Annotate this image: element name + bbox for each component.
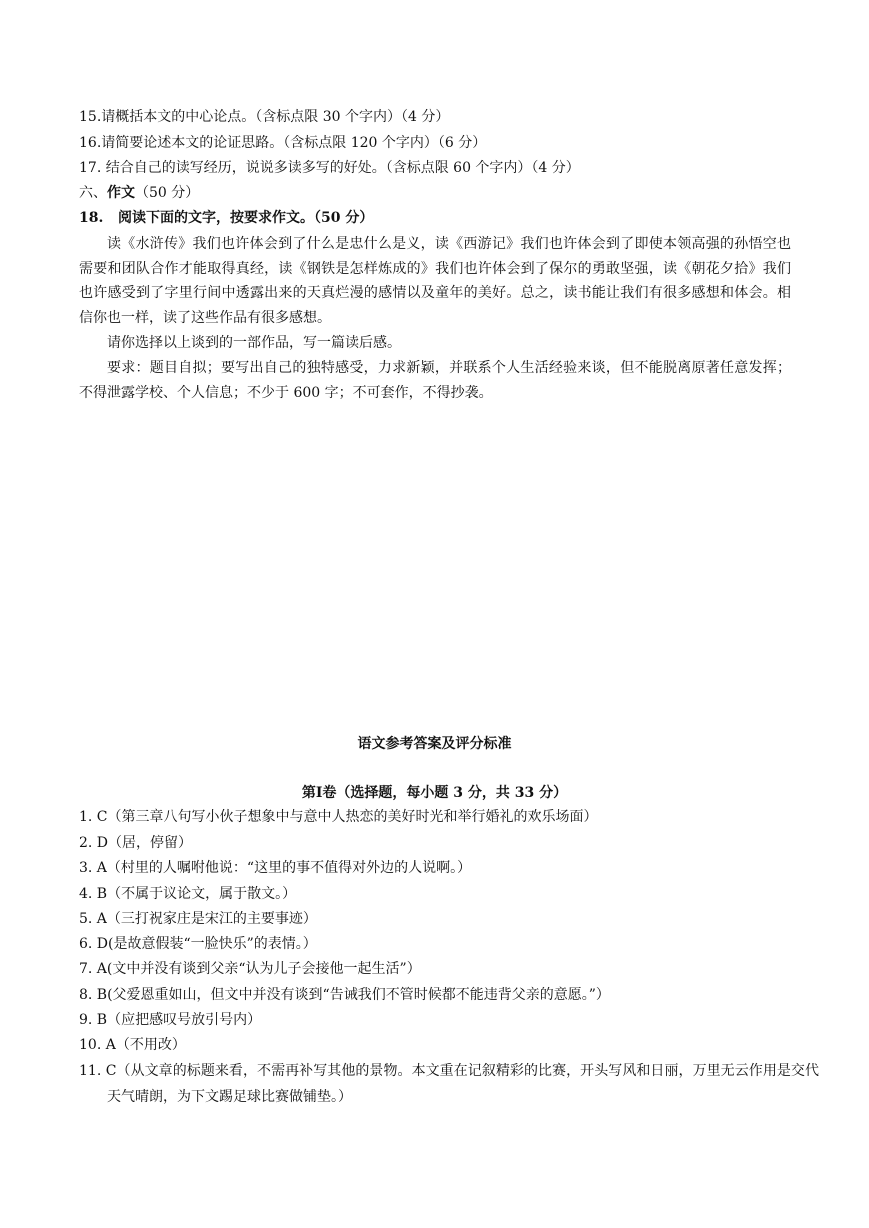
question-16: 16.请简要论述本文的论证思路。（含标点限 120 个字内）（6 分） (79, 135, 487, 151)
answer-item-3: 3. A（村里的人嘱咐他说：“这里的事不值得对外边的人说啊。） (79, 860, 472, 876)
answer-item-2: 2. D（居，停留） (79, 835, 193, 851)
section-6-score: （50 分） (135, 185, 200, 201)
question-17: 17. 结合自己的读写经历，说说多读多写的好处。（含标点限 60 个字内）（4 分） (79, 160, 580, 176)
question-18-number: 18. (79, 210, 104, 226)
answer-item-5: 5. A（三打祝家庄是宋江的主要事迹） (79, 911, 317, 927)
section-6-label: 作文 (107, 185, 135, 201)
question-18-requirements: 要求：题目自拟；要写出自己的独特感受，力求新颖，并联系个人生活经验来谈，但不能脱离原著任意发挥；不得泄露学校、个人信息；不少于 600 字；不可套作，不得抄袭。 (79, 360, 791, 401)
answer-item-11: 11. C（从文章的标题来看，不需再补写其他的景物。本文重在记叙精彩的比赛，开头写风和日丽，万里无云作用是交代天气晴朗，为下文踢足球比赛做铺垫。） (79, 1063, 819, 1105)
question-15: 15.请概括本文的中心论点。（含标点限 30 个字内）（4 分） (79, 109, 450, 125)
answer-item-1: 1. C（第三章八句写小伙子想象中与意中人热恋的美好时光和举行婚礼的欢乐场面） (79, 809, 598, 825)
answer-item-8: 8. B(父爱恩重如山，但文中并没有谈到“告诫我们不管时候都不能违背父亲的意愿。”） (79, 987, 610, 1003)
answer-item-7: 7. A(文中并没有谈到父亲“认为儿子会接他一起生活”） (79, 961, 421, 977)
question-18-task: 请你选择以上谈到的一部作品，写一篇读后感。 (107, 335, 401, 351)
section-6-prefix: 六、 (79, 185, 107, 201)
question-18-prompt: 阅读下面的文字，按要求作文。（50 分） (117, 210, 374, 226)
part-1-title: 第Ⅰ卷（选择题，每小题 3 分，共 33 分） (301, 785, 568, 801)
answers-title: 语文参考答案及评分标准 (357, 736, 512, 752)
question-18-passage: 读《水浒传》我们也许体会到了什么是忠什么是义，读《西游记》我们也许体会到了即使本领高强的孙悟空也需要和团队合作才能取得真经，读《钢铁是怎样炼成的》我们也许体会到了保尔的勇敢坚强，读《朝花夕拾》我们也许感受到了字里行间中透露出来的天真烂漫的感情以及童年的美好。总之，读书能让我们有很多感想和体会。相信你也一样，读了这些作品有很多感想。 (79, 236, 791, 326)
answer-item-6: 6. D(是故意假装“一脸快乐”的表情。） (79, 936, 317, 952)
answer-item-9: 9. B（应把感叹号放引号内） (79, 1012, 262, 1028)
section-6-heading (79, 183, 199, 203)
question-18-heading (79, 208, 373, 228)
answer-item-4: 4. B（不属于议论文，属于散文。） (79, 886, 297, 902)
answer-item-10: 10. A（不用改） (79, 1037, 186, 1053)
